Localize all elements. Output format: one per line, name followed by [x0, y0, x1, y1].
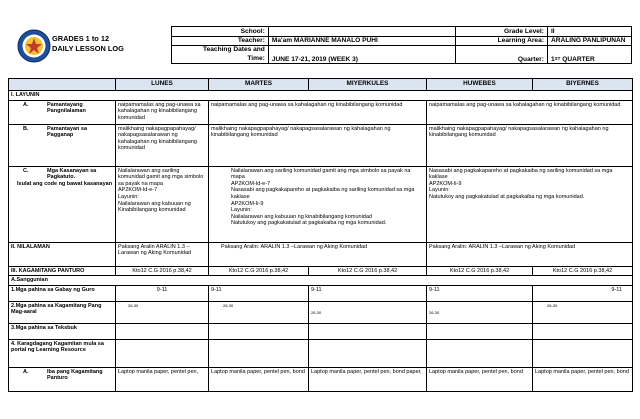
row-label: 4. Karagdagang Kagamitan mula sa portal ng Learning Resource [9, 339, 116, 367]
cell-lunes: 26-30 [116, 301, 209, 323]
row-letter: B. [23, 125, 29, 132]
kasanayan-line: Nasasabi ang pagkakapareho at pagkakaiba ng sariling komunidad sa mga kaklase [231, 187, 415, 200]
cell-biyernes: 9-11 [533, 285, 633, 301]
cell-martes [209, 339, 309, 367]
layunin-row [9, 91, 633, 101]
cell-lunes [116, 339, 209, 367]
cell-miyerkules: 9-11 [309, 285, 427, 301]
cell-miyerkules: Kto12 C.G 2016 p.38,42 [309, 266, 427, 276]
row-title: Mga Kasanayan sa Pagkatuto. [47, 167, 97, 181]
row-letter: A. [23, 101, 29, 108]
row-title: Pamantayan sa Pagganap [47, 125, 88, 139]
cell-lunes: 9-11 [116, 285, 209, 301]
quarter-sup: ST [554, 56, 561, 62]
kasanayan-line: Layunin: [429, 187, 450, 194]
row-title: Iba pang Kagamitang Panturo [47, 368, 103, 382]
lesson-log-table [8, 78, 633, 392]
cell-martes [209, 323, 309, 339]
quarter-value [547, 46, 631, 64]
cell-miyerkules [309, 339, 427, 367]
kasanayan-code: AP2KOM-Ii-9 [231, 200, 264, 207]
cell-huwebes: Laptop manila paper, pentel pen, bond [427, 367, 533, 391]
kasanayan-code: AP2KOM-Id-e-7 [118, 187, 158, 194]
cell-huwebes-biyernes: Paksang Aralin: ARALIN 1.3 –Larawan ng Aking Komunidad [427, 242, 633, 266]
teaching-dates-label [172, 46, 269, 64]
kagamitang-mag-aaral-row [9, 301, 633, 323]
quarter-word: QUARTER [562, 56, 595, 64]
kagamitang-heading: III. KAGAMITANG PANTURO [9, 266, 116, 276]
iba-pang-kagamitang-row [9, 367, 633, 391]
row-title: Pamantayang Pangnilalaman [47, 101, 86, 115]
row-label [9, 166, 116, 242]
cell-miyerkules: 26-30 [309, 301, 427, 323]
cell-lunes: malikhaing nakapagpapahayag/ nakapagsasalarawan ng kahalagahan ng kinabibilangang komunidad [116, 124, 209, 166]
sanggunian-row [9, 276, 633, 286]
col-huwebes: HUWEBES [427, 79, 533, 91]
kasanayan-line: Nasasabi ang pagkakapareho at pagkakaiba ng sariling komunidad sa mga kaklase [429, 167, 613, 181]
gabay-ng-guro-row [9, 285, 633, 301]
sanggunian-heading: A.Sanggunian [9, 276, 633, 286]
nilalaman-heading: II. NILALAMAN [9, 242, 116, 266]
cell-miyerkules [309, 323, 427, 339]
day-header-row [9, 79, 633, 91]
cell-biyernes: Kto12 C.G 2016 p.38,42 [533, 266, 633, 276]
kasanayan-line: Natutukoy ang pagkakatulad at pagkakaiba ng mga komunidad. [231, 220, 387, 227]
kasanayan-line: Layunin: [231, 207, 252, 214]
cell-martes-miyerkules: Paksang Aralin: ARALIN 1.3 –Larawan ng Aking Komunidad [209, 242, 427, 266]
cell-biyernes [533, 323, 633, 339]
cell-martes-miyerkules [209, 166, 427, 242]
kasanayan-line: Nailalarawan ang sariling komunidad gamit ang mga simbolo sa payak na mapa [118, 167, 204, 187]
kasanayan-line: Natutukoy ang pagkakatulad at pagkakaiba ng mga komunidad. [429, 193, 585, 200]
teaching-dates-value: JUNE 17-21, 2019 (WEEK 3) [268, 46, 455, 64]
header-info-table [171, 26, 632, 64]
cell-martes: Laptop manila paper, pentel pen, bond [209, 367, 309, 391]
kagamitang-row [9, 266, 633, 276]
cell-huwebes: 26-30 [427, 301, 533, 323]
row-letter: C. [23, 167, 29, 174]
kasanayan-line: Nailalarawan ang sariling komunidad gamit ang mga simbolo sa payak na mapa [231, 167, 411, 181]
cell-martes-miyerkules: malikhaing nakapagpapahayag/ nakapagsasalarawan ng kahalagahan ng kinabibilangang komunidad [209, 124, 427, 166]
cell-lunes [116, 166, 209, 242]
cell-huwebes: 9-11 [427, 285, 533, 301]
header-area [8, 26, 632, 69]
log-title [52, 34, 124, 53]
cell-miyerkules: Laptop manila paper, pentel pen, bond paper, [309, 367, 427, 391]
row-letter: A. [23, 368, 29, 375]
cell-lunes [116, 323, 209, 339]
col-lunes: LUNES [116, 79, 209, 91]
col-miyerkules: MIYERKULES [309, 79, 427, 91]
teaching-dates-label-line1: Teaching Dates and [203, 46, 265, 54]
mga-kasanayan-row [9, 166, 633, 242]
school-value [268, 27, 455, 37]
quarter-num: 1 [550, 56, 555, 64]
cell-lunes: naipamamalas ang pag-unawa sa kahalagahan ng kinabibilangang komunidad [116, 100, 209, 124]
cell-lunes: Paksang Aralin ARALIN 1.3 –Larawan ng Aking Komunidad [116, 242, 209, 266]
quarter-label: Quarter: [456, 46, 548, 64]
teaching-dates-label-line2: Time: [247, 54, 265, 62]
teacher-value: Ma'am MARIANNE MANALO PUHI [268, 36, 455, 46]
pamantayan-sa-pagganap-row [9, 124, 633, 166]
pamantayang-pangnilalaman-row [9, 100, 633, 124]
row-label: 3.Mga pahina sa Teksbuk [9, 323, 116, 339]
nilalaman-row [9, 242, 633, 266]
cell-huwebes [427, 339, 533, 367]
row-label: 1.Mga pahina sa Gabay ng Guro [9, 285, 116, 301]
title-line-1: GRADES 1 to 12 [52, 34, 110, 43]
cell-huwebes-biyernes: malikhaing nakapagpapahayag/ nakapagsasalarawan ng kahalagahan ng kinabibilangang komunidad [427, 124, 633, 166]
row-label [9, 100, 116, 124]
cell-martes-miyerkules: naipamamalas ang pag-unawa sa kahalagahan ng kinabibilangang komunidad [209, 100, 427, 124]
layunin-heading: I. LAYUNIN [9, 91, 633, 101]
cell-martes: 26-30 [209, 301, 309, 323]
learning-area-label: Learning Area: [456, 36, 548, 46]
cell-lunes: Laptop manila paper, pentel pen, [116, 367, 209, 391]
row-note: Isulat ang code ng bawat kasanayan [17, 180, 113, 187]
row-label: 2.Mga pahina sa Kagamitang Pang Mag-aaral [9, 301, 116, 323]
kasanayan-code: AP2KOM-Ii-9 [429, 180, 462, 187]
deped-seal-icon [17, 29, 51, 63]
cell-huwebes [427, 323, 533, 339]
cell-huwebes-biyernes: naipamamalas ang pag-unawa sa kahalagahan ng kinabibilangang komunidad [427, 100, 633, 124]
kasanayan-line: Nailalarawan ang kabuuan ng kinabibilangang komunidad [231, 213, 372, 220]
karagdagang-row [9, 339, 633, 367]
cell-lunes: Kto12 C.G 2016 p.38,42 [116, 266, 209, 276]
blank-header-cell [9, 79, 116, 91]
grade-level-value: II [547, 27, 631, 37]
grade-level-label: Grade Level: [456, 27, 548, 37]
teacher-label: Teacher: [172, 36, 269, 46]
school-label: School: [172, 27, 269, 37]
cell-biyernes: 26-30 [533, 301, 633, 323]
kasanayan-line: Nailalarawan ang kabuuan ng Kinabibilangang komunidad [118, 200, 191, 214]
cell-biyernes: Laptop manila paper, pentel pen, bond [533, 367, 633, 391]
learning-area-value: ARALING PANLIPUNAN [547, 36, 631, 46]
title-line-2: DAILY LESSON LOG [52, 43, 124, 53]
cell-biyernes [533, 339, 633, 367]
cell-huwebes-biyernes [427, 166, 633, 242]
col-biyernes: BIYERNES [533, 79, 633, 91]
cell-martes: Kto12 C.G 2016 p.38,42 [209, 266, 309, 276]
row-label [9, 124, 116, 166]
kasanayan-code: AP2KOM-Id-e-7 [231, 180, 271, 187]
kasanayan-line: Layunin: [118, 193, 139, 200]
cell-huwebes: Kto12 C.G 2016 p.38,42 [427, 266, 533, 276]
col-martes: MARTES [209, 79, 309, 91]
teksbuk-row [9, 323, 633, 339]
cell-martes: 9-11 [209, 285, 309, 301]
row-label [9, 367, 116, 391]
